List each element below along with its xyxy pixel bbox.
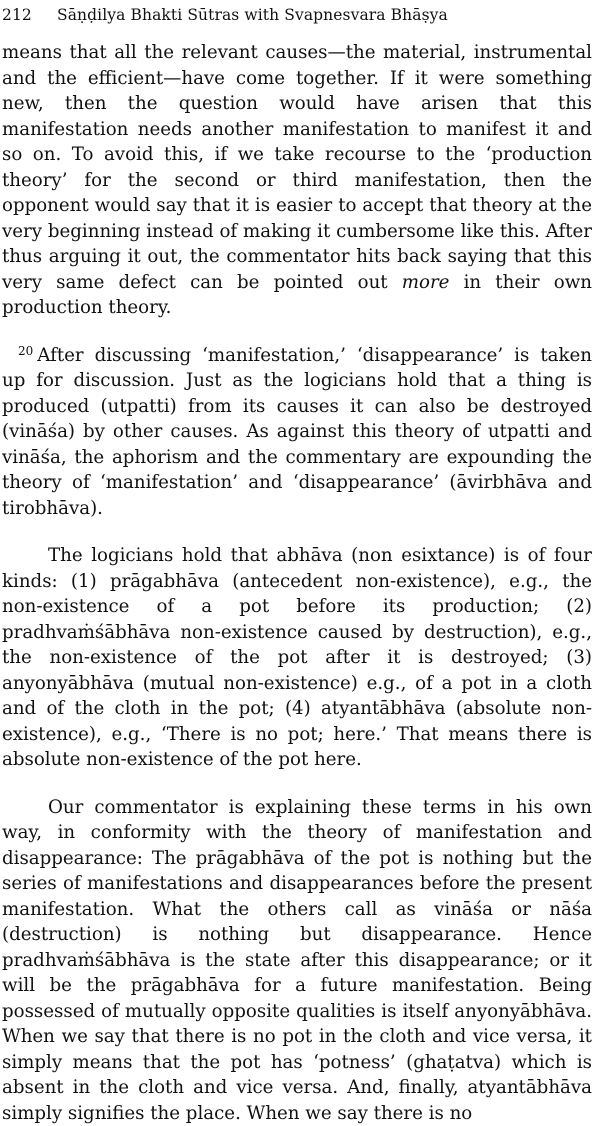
body-text: [2, 40, 592, 1126]
paragraph-2-text: After discussing ‘manifestation,’ ‘disappearance’ is taken up for discussion. Just as the logicians hold that a thing is produced (utpatti) from its causes it can also be destroyed (vināśa) by other causes. As against this theory of utpatti and vināśa, the aphorism and the commentary are expounding the theory of ‘manifestation’ and ‘disappearance’ (āvirbhāva and tirobhāva).: [2, 345, 592, 519]
paragraph-1-end: in their own production theory.: [2, 272, 592, 319]
paragraph-1-text: means that all the relevant causes—the material, instrumental and the efficient—have come together. If it were something new, then the question would have arisen that this manifestation needs another manifestation to manifest it and so on. To avoid this, if we take recourse to the ‘production theory’ for the second or third manifestation, then the opponent would say that it is easier to accept that theory at the very beginning instead of making it cumbersome like this. After thus arguing it out, the commentator hits back saying that this very same defect can be pointed out: [2, 42, 592, 293]
paragraph-4: [2, 795, 592, 1126]
paragraph-3-text: The logicians hold that abhāva (non esixtance) is of four kinds: (1) prāgabhāva (antecedent non-existence), e.g., the non-existence of a pot before its production; (2) pradhvaṁśābhāva non-existence caused by destruction), e.g., the non-existence of the pot after it is destroyed; (3) anyonyābhāva (mutual non-existence) e.g., of a pot in a cloth and of the cloth in the pot; (4) atyantābhāva (absolute non-existence), e.g., ‘There is no pot; here.’ That means there is absolute non-existence of the pot here.: [2, 545, 592, 770]
page-number: 212: [2, 4, 57, 26]
emphasis-more: more: [402, 272, 450, 293]
paragraph-4-text: Our commentator is explaining these terms in his own way, in conformity with the theory of manifestation and disappearance: The prāgabhāva of the pot is nothing but the series of manifestations and disappearances before the present manifestation. What the others call as vināśa or nāśa (destruction) is nothing but disappearance. Hence pradhvaṁśābhāva is the state after this disappearance; or it will be the prāgabhāva for a future manifestation. Being possessed of mutually opposite qualities is itself anyonyābhāva. When we say that there is no pot in the cloth and vice versa, it simply means that the pot has ‘potness’ (ghaṭatva) which is absent in the cloth and vice versa. And, finally, atyantābhāva simply signifies the place. When we say there is no: [2, 797, 592, 1124]
running-title: Sāṇḍilya Bhakti Sūtras with Svapnesvara Bhāṣya: [57, 6, 448, 24]
paragraph-2: [2, 343, 592, 522]
paragraph-3: [2, 543, 592, 773]
paragraph-1: [2, 40, 592, 321]
note-number: 20: [18, 344, 33, 358]
running-head: [2, 4, 592, 26]
